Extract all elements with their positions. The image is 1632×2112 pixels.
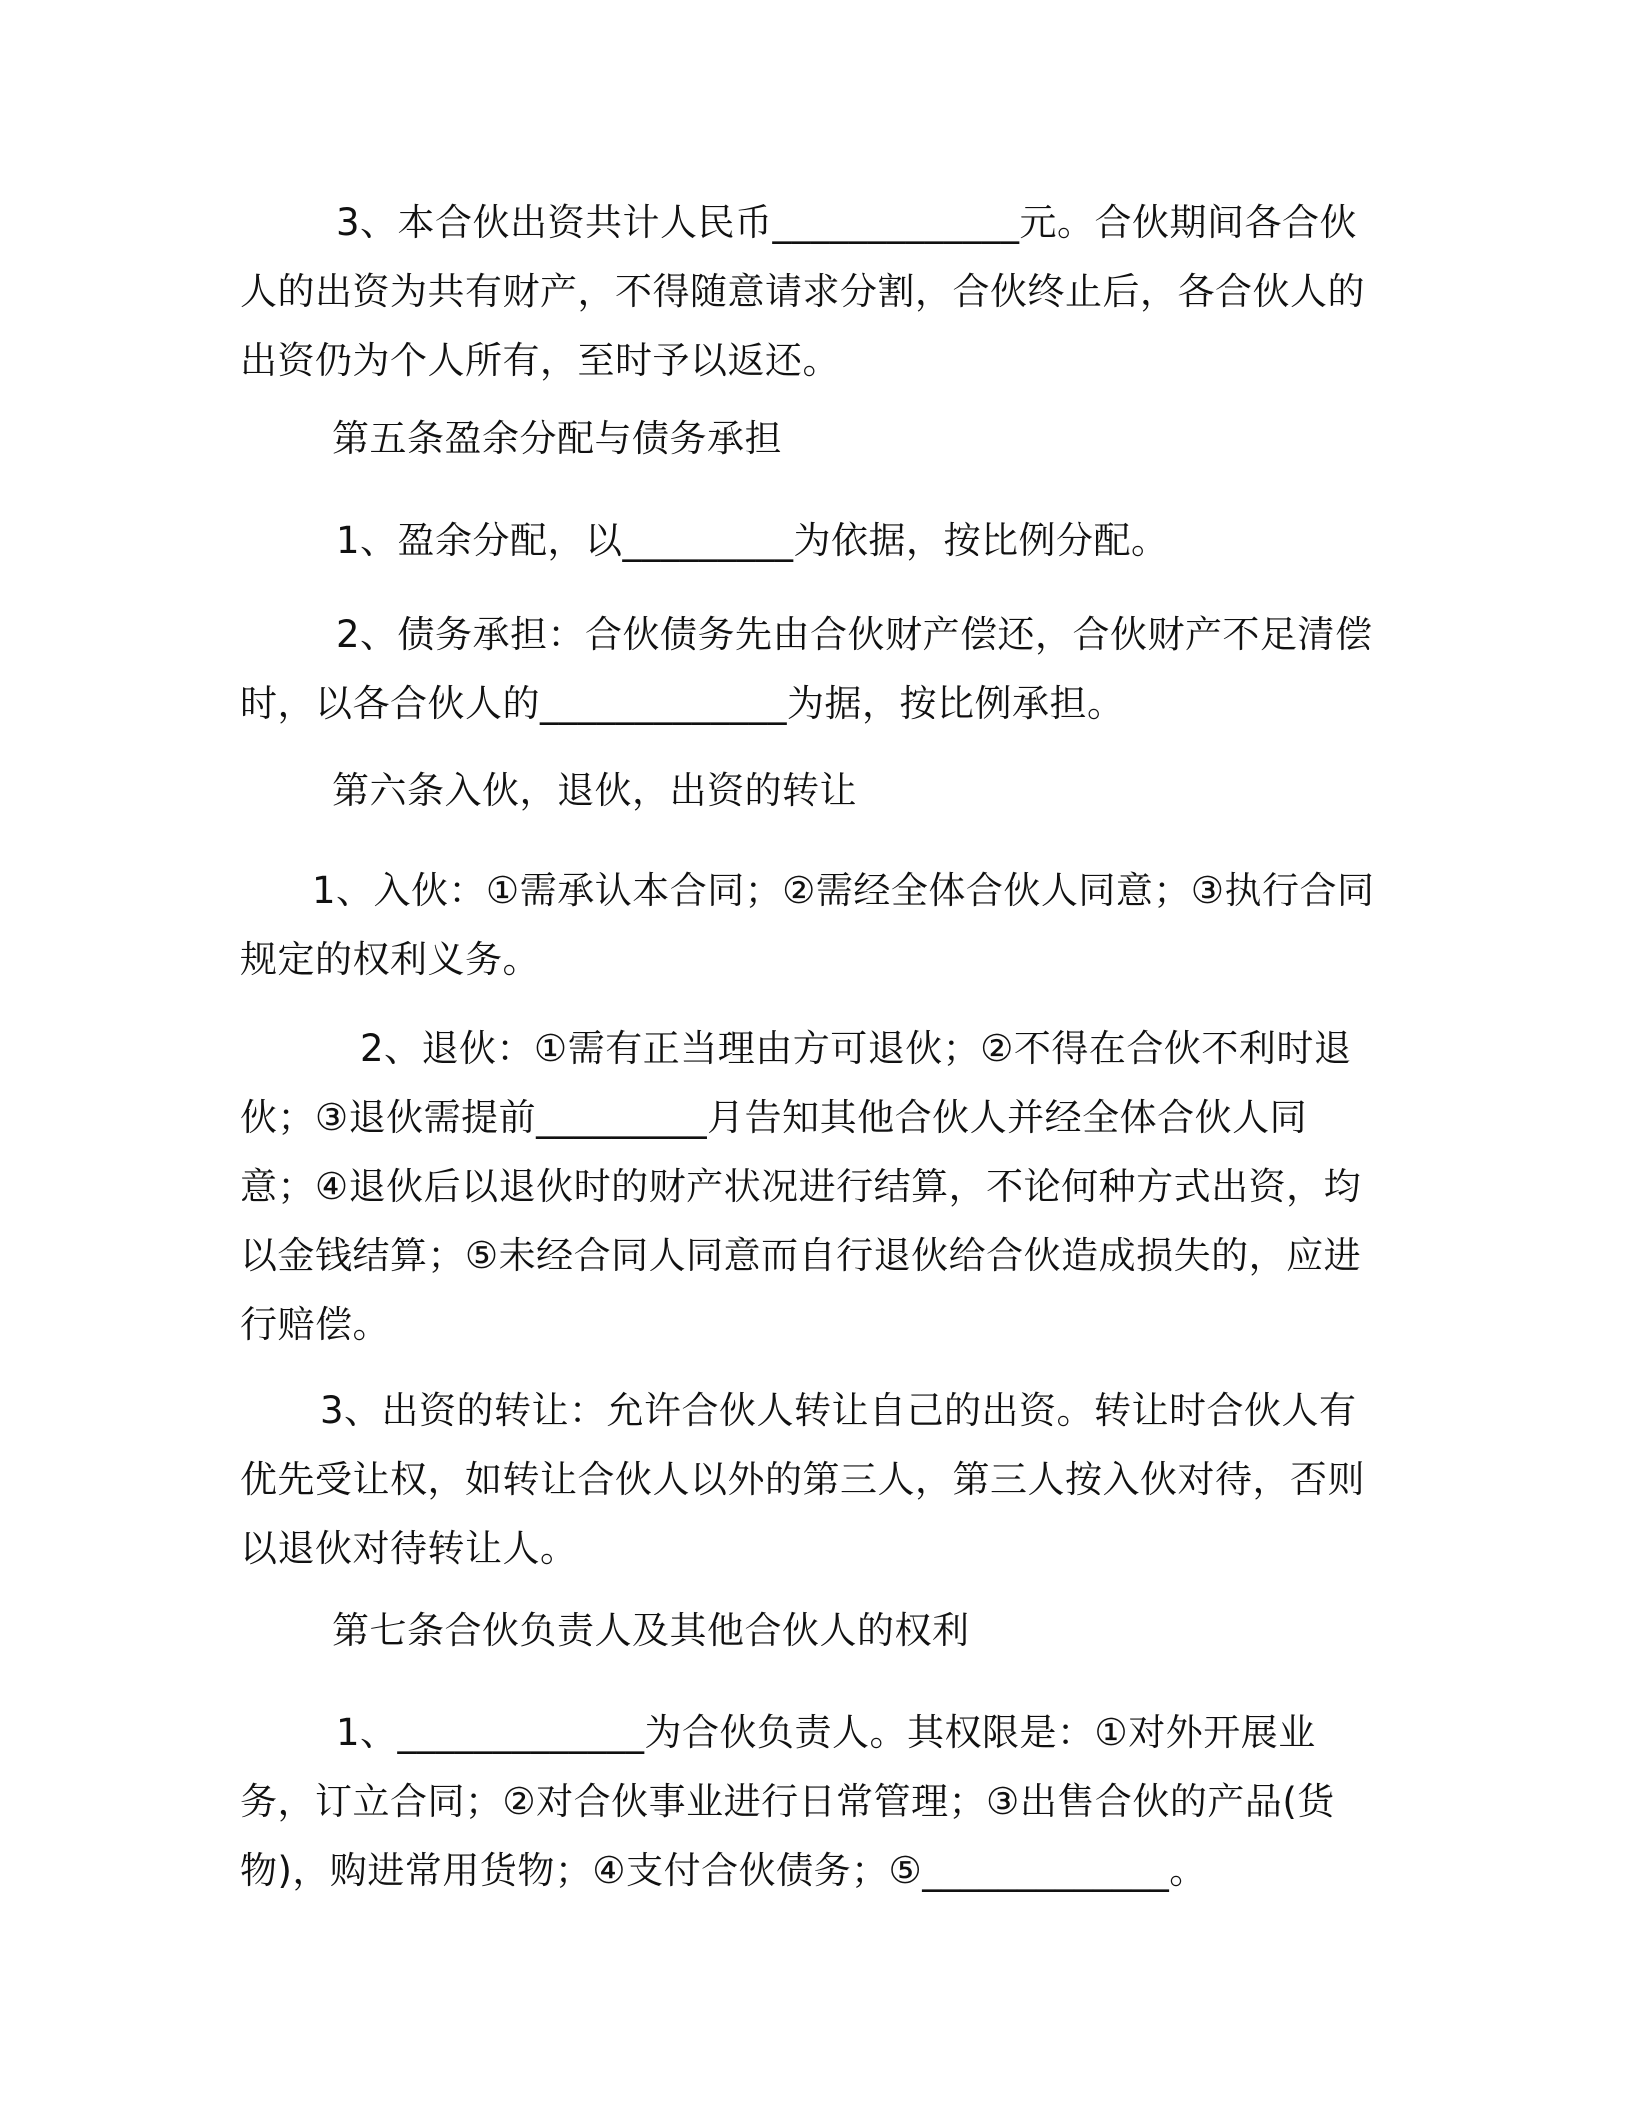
clause-5-item-1: 1、盈余分配，以_________为依据，按比例分配。 [336,519,1169,562]
clause-6-item-2: 2、退伙：①需有正当理由方可退伙；②不得在合伙不利时退伙；③退伙需提前_________月告知其他合伙人并经全体合伙人同意；④退伙后以退伙时的财产状况进行结算，不论何种方式出资，均以金钱结算；⑤未经合同人同意而自行退伙给合伙造成损失的，应进行赔偿。 [240,1027,1362,1346]
clause-6-item-1: 1、入伙：①需承认本合同；②需经全体合伙人同意；③执行合同规定的权利义务。 [240,869,1375,981]
clause-6-item-3: 3、出资的转让：允许合伙人转让自己的出资。转让时合伙人有优先受让权，如转让合伙人以外的第三人，第三人按入伙对待，否则以退伙对待转让人。 [240,1389,1365,1570]
clause-7-item-1: 1、_____________为合伙负责人。其权限是：①对外开展业务，订立合同；②对合伙事业进行日常管理；③出售合伙的产品(货物)，购进常用货物；④支付合伙债务；⑤_____________。 [240,1711,1335,1892]
clause-5-item-2: 2、债务承担：合伙债务先由合伙财产偿还，合伙财产不足清偿时，以各合伙人的_____________为据，按比例承担。 [240,613,1373,725]
article-6-heading: 第六条入伙，退伙，出资的转让 [332,769,857,812]
clause-4-item-3: 3、本合伙出资共计人民币_____________元。合伙期间各合伙人的出资为共有财产，不得随意请求分割，合伙终止后，各合伙人的出资仍为个人所有，至时予以返还。 [240,201,1365,382]
article-5-heading: 第五条盈余分配与债务承担 [332,417,782,460]
article-7-heading: 第七条合伙负责人及其他合伙人的权利 [332,1609,970,1652]
